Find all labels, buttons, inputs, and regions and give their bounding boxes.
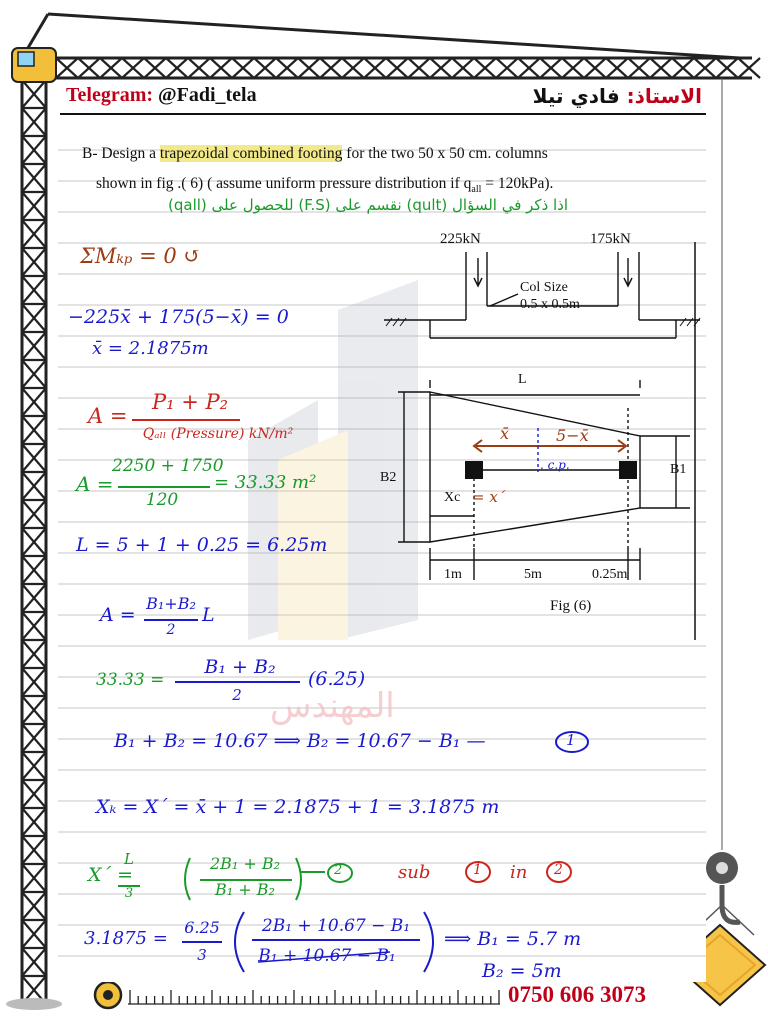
length-label: L bbox=[518, 372, 527, 387]
area-denominator: Qₐₗₗ (Pressure) kN/m² bbox=[142, 426, 294, 442]
xprime-l: L bbox=[124, 850, 134, 868]
problem-text: B- Design a bbox=[82, 145, 160, 162]
sub-rhs: (6.25) bbox=[308, 668, 366, 690]
telegram-handle[interactable]: @Fadi_tela bbox=[158, 84, 257, 106]
b1-result: ⟹ B₁ = 5.7 m bbox=[444, 928, 582, 950]
trap-area-rhs: L bbox=[202, 604, 215, 626]
xprime-label: = x´ bbox=[472, 488, 506, 506]
xbar-label: x̄ bbox=[500, 424, 510, 443]
area-calc-result: = 33.33 m² bbox=[214, 472, 317, 493]
xprime-numerator: 2B₁ + B₂ bbox=[209, 854, 281, 873]
area-calc-denominator: 120 bbox=[145, 490, 179, 510]
problem-text: = 120kPa). bbox=[481, 175, 554, 192]
load-left-label: 225kN bbox=[440, 231, 481, 247]
problem-text: shown in fig .( 6) ( assume uniform pressure distribution if q bbox=[96, 175, 472, 192]
teacher-credit bbox=[533, 84, 702, 108]
xc-label: Xc bbox=[444, 490, 461, 505]
equation-2: x̄ = 2.1875m bbox=[92, 338, 209, 359]
teacher-label: الاستاذ: bbox=[626, 84, 702, 108]
phone-number[interactable]: 0750 606 3073 bbox=[508, 982, 646, 1007]
tape-measure-icon bbox=[95, 982, 121, 1008]
teacher-name: فادي تيلا bbox=[532, 84, 620, 108]
watermark-text: المهندس bbox=[270, 686, 395, 726]
final-numerator: 2B₁ + 10.67 − B₁ bbox=[261, 916, 411, 936]
area-calc-numerator: 2250 + 1750 bbox=[112, 456, 224, 476]
problem-text: for the two 50 x 50 cm. columns bbox=[342, 145, 548, 162]
area-lhs: A = bbox=[88, 404, 128, 428]
header-divider bbox=[0, 112, 768, 116]
final-l: 6.25 bbox=[184, 918, 220, 937]
crane-cab bbox=[12, 48, 56, 82]
problem-line-2 bbox=[96, 175, 553, 195]
problem-highlight: trapezoidal combined footing bbox=[159, 145, 343, 162]
area-calc-lhs: A = bbox=[76, 472, 114, 496]
ruled-lines bbox=[58, 80, 706, 982]
dim-025m: 0.25m bbox=[592, 567, 628, 582]
trap-area-numerator: B₁+B₂ bbox=[146, 594, 196, 613]
trap-area-lhs: A = bbox=[100, 604, 136, 626]
ref-2-label: 2 bbox=[334, 863, 343, 878]
b2-result: B₂ = 5m bbox=[482, 960, 562, 982]
final-3: 3 bbox=[197, 946, 207, 964]
telegram-label: Telegram: bbox=[66, 84, 154, 106]
b2-label: B2 bbox=[380, 470, 397, 485]
problem-line-1 bbox=[82, 145, 548, 163]
sub-note-in: in bbox=[510, 862, 528, 883]
xprime-lhs: X´ = bbox=[88, 864, 133, 886]
arabic-note: اذا ذكر في السؤال (qult) نقسم على (F.S) للحصول على (qall) bbox=[168, 196, 569, 214]
load-right-label: 175kN bbox=[590, 231, 631, 247]
watermark-logo bbox=[248, 280, 418, 640]
xprime-denominator: B₁ + B₂ bbox=[215, 880, 275, 899]
equation-1: −225x̄ + 175(5−x̄) = 0 bbox=[68, 306, 289, 328]
sub-note-2: 2 bbox=[554, 862, 563, 878]
moment-equation: ΣMₖₚ = 0 ↺ bbox=[80, 244, 201, 268]
col-size-title: Col Size bbox=[520, 280, 568, 295]
cp-label: . c.p. bbox=[540, 458, 570, 472]
header-bar bbox=[66, 84, 702, 110]
trap-area-denominator: 2 bbox=[166, 622, 176, 638]
xc-equation: Xₖ = X´ = x̄ + 1 = 2.1875 + 1 = 3.1875 m bbox=[96, 796, 500, 818]
length-equation: L = 5 + 1 + 0.25 = 6.25m bbox=[76, 534, 328, 556]
figure-caption: Fig (6) bbox=[550, 598, 592, 614]
sub-note-1: 1 bbox=[473, 862, 482, 878]
notebook-page bbox=[58, 80, 706, 982]
b1-label: B1 bbox=[670, 462, 687, 477]
telegram-contact[interactable] bbox=[66, 84, 257, 107]
sub-lhs: 33.33 = bbox=[96, 670, 165, 690]
col-size-value: 0.5 x 0.5m bbox=[520, 297, 580, 312]
final-lhs: 3.1875 = bbox=[84, 928, 168, 949]
ref-1-label: 1 bbox=[566, 731, 576, 749]
dim-5m: 5m bbox=[524, 567, 542, 582]
sub-denominator: 2 bbox=[232, 686, 242, 704]
sub-numerator: B₁ + B₂ bbox=[204, 656, 276, 678]
area-numerator: P₁ + P₂ bbox=[151, 390, 229, 414]
xprime-3: 3 bbox=[124, 886, 134, 901]
final-denominator: B₁ + 10.67 − B₁ bbox=[258, 946, 396, 966]
five-minus-x-label: 5−x̄ bbox=[556, 426, 589, 445]
sub-note-sub: sub bbox=[398, 862, 431, 883]
dim-1m: 1m bbox=[444, 567, 462, 582]
problem-subscript: all bbox=[471, 184, 482, 196]
sum-equation: B₁ + B₂ = 10.67 ⟹ B₂ = 10.67 − B₁ — bbox=[114, 730, 486, 752]
